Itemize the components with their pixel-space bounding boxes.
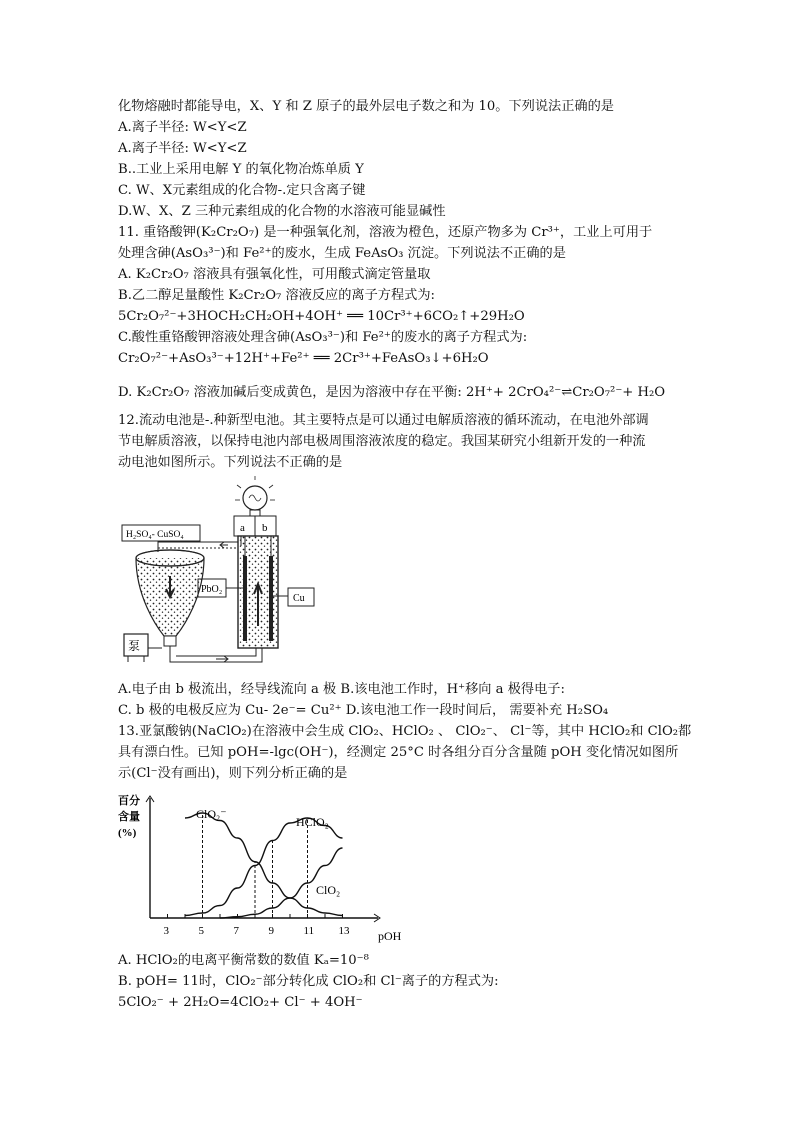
series-label-hclo2: HClO₂ [296,815,329,829]
x-tick-label: 13 [338,925,350,937]
chart-xlabel: pOH [378,929,402,943]
series-label-clo2: ClO₂ [316,883,341,897]
q10-option-b: B..工业上采用电解 Y 的氧化物冶炼单质 Y [118,162,364,177]
q11-option-c-equation: Cr₂O₇²⁻+AsO₃³⁻+12H⁺+Fe²⁺ ══ 2Cr³⁺+FeAsO₃↓+6H₂O [118,351,489,366]
q11-stem-line2: 处理含砷(AsO₃³⁻)和 Fe²⁺的废水，生成 FeAsO₃ 沉淀。下列说法不正确的是 [118,246,566,261]
q13-option-b-equation: 5ClO₂⁻ + 2H₂O=4ClO₂+ Cl⁻ + 4OH⁻ [118,995,363,1010]
q11-option-b-equation: 5Cr₂O₇²⁻+3HOCH₂CH₂OH+4OH⁺ ══ 10Cr³⁺+6CO₂↑+29H₂O [118,309,525,324]
pOH-distribution-chart [116,790,416,950]
q13-option-b: B. pOH= 11时，ClO₂⁻部分转化成 ClO₂和 Cl⁻离子的方程式为: [118,974,499,989]
q10-stem-tail: 化物熔融时都能导电，X、Y 和 Z 原子的最外层电子数之和为 10。下列说法正确的是 [118,99,614,114]
cu-label: Cu [293,593,305,604]
q12-options-ab: A.电子由 b 极流出，经导线流向 a 极 B.该电池工作时，H⁺移向 a 极得电子: [118,682,565,697]
x-tick-label: 11 [303,925,315,937]
pump-label: 泵 [128,639,141,653]
q12-stem-line1: 12.流动电池是-.种新型电池。其主要特点是可以通过电解质溶液的循环流动，在电池外部调 [118,413,649,428]
x-tick-label: 7 [233,925,239,937]
series-line-1 [185,818,343,916]
q13-option-a: A. HClO₂的电离平衡常数的数值 Kₐ=10⁻⁸ [118,953,369,968]
tank-label: H₂SO₄- CuSO₄ [126,530,184,540]
q11-option-c: C.酸性重铬酸钾溶液处理含砷(AsO₃³⁻)和 Fe²⁺的废水的离子方程式为: [118,330,528,345]
x-tick-label: 5 [198,925,204,937]
q12-stem-line3: 动电池如图所示。下列说法不正确的是 [118,455,343,470]
q13-stem-line2: 具有漂白性。已知 pOH=-lgc(OH⁻)，经测定 25°C 时各组分百分含量随 pOH 变化情况如图所 [118,745,679,760]
q11-option-d: D. K₂Cr₂O₇ 溶液加碱后变成黄色，是因为溶液中存在平衡: 2H⁺+ 2CrO₄²⁻⇌Cr₂O₇²⁻+ H₂O [118,385,666,400]
light-bulb-icon [235,476,275,517]
x-tick-label: 9 [268,925,274,937]
terminal-a-label: a [240,522,245,534]
q13-stem-line3: 示(Cl⁻没有画出)，则下列分析正确的是 [118,766,348,781]
flow-battery-figure [116,476,346,676]
q10-option-c: C. W、X元素组成的化合物-.定只含离子键 [118,183,366,198]
pbo2-label: PbO₂ [201,584,223,595]
q11-option-a: A. K₂Cr₂O₇ 溶液具有强氧化性，可用酸式滴定管量取 [118,267,431,282]
x-tick-label: 3 [163,925,169,937]
chart-ylabel-2: 含量 [118,811,140,823]
chart-ylabel-1: 百分 [118,795,140,807]
q11-option-b: B.乙二醇足量酸性 K₂Cr₂O₇ 溶液反应的离子方程式为: [118,288,436,303]
terminal-b-label: b [262,522,268,534]
q11-stem-line1: 11. 重铬酸钾(K₂Cr₂O₇) 是一种强氧化剂，溶液为橙色，还原产物多为 Cr³⁺，工业上可用于 [118,225,653,240]
q13-stem-line1: 13.亚氯酸钠(NaClO₂)在溶液中会生成 ClO₂、HClO₂ 、 ClO₂⁻、 Cl⁻等，其中 HClO₂和 ClO₂都 [118,724,692,739]
q10-option-a-duplicate: A.离子半径: W<Y<Z [118,141,247,156]
q10-option-a: A.离子半径: W<Y<Z [118,120,247,135]
series-label-clo2-minus: ClO₂⁻ [196,807,227,821]
q12-stem-line2: 节电解质溶液，以保持电池内部电极周围溶液浓度的稳定。我国某研究小组新开发的一种流 [118,434,646,449]
q10-option-d: D.W、X、Z 三种元素组成的化合物的水溶液可能显碱性 [118,204,446,219]
chart-ylabel-3: (%) [118,827,137,839]
q12-options-cd: C. b 极的电极反应为 Cu- 2e⁻= Cu²⁺ D.该电池工作一段时间后， 需要补充 H₂SO₄ [118,703,609,718]
